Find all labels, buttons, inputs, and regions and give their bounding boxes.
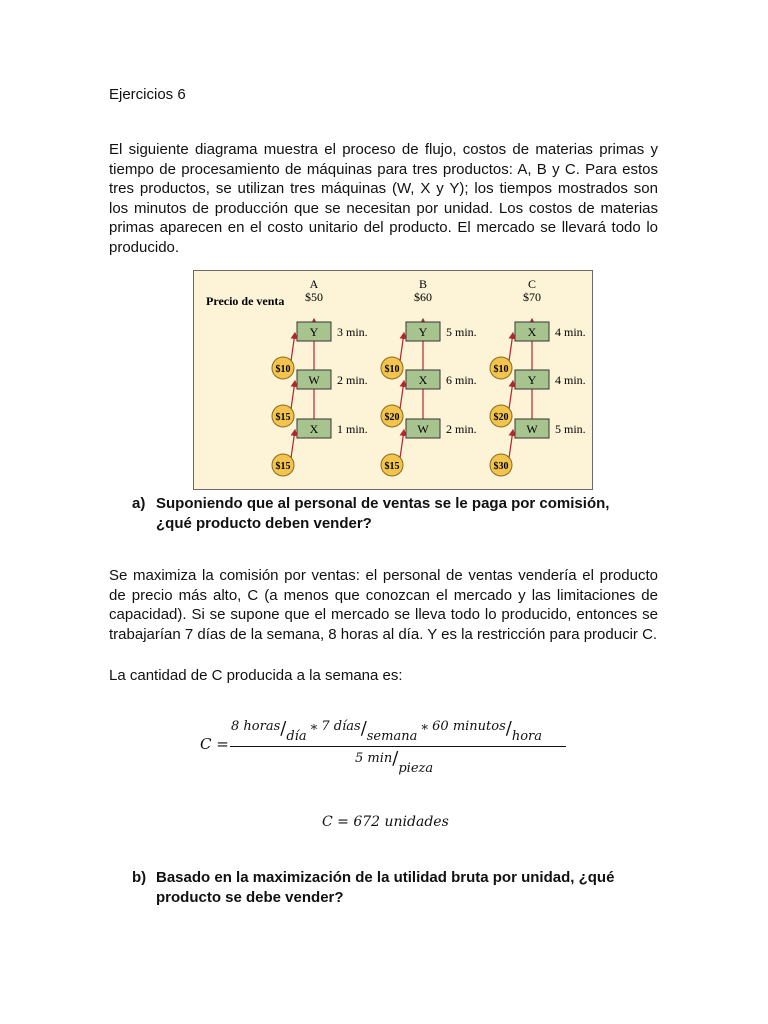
question-a <box>132 494 642 533</box>
raw-material-cost: $20 <box>493 412 509 423</box>
machine-label: Y <box>418 325 428 339</box>
product-price: $70 <box>523 290 541 304</box>
price-label: Precio de venta <box>206 294 285 308</box>
cost-arrow <box>291 381 295 409</box>
formula-result: C = 672 unidades <box>322 814 449 830</box>
machine-time: 5 min. <box>446 325 477 339</box>
machine-label: W <box>308 373 320 387</box>
formula-times-2: * <box>421 723 428 738</box>
raw-material-cost: $10 <box>275 364 291 375</box>
formula-times-1: * <box>310 723 318 738</box>
product-name: C <box>527 277 537 291</box>
document-title: Ejercicios 6 <box>109 86 186 103</box>
process-flow-svg <box>194 271 594 491</box>
question-b <box>132 868 642 907</box>
formula-lhs: C = <box>200 735 229 753</box>
formula-u2: días <box>333 719 361 734</box>
machine-time: 5 min. <box>555 422 586 436</box>
question-b-label: b) <box>132 869 147 886</box>
formula-n3: 60 <box>432 719 449 734</box>
product-name: B <box>418 277 428 291</box>
raw-material-cost: $30 <box>493 461 509 472</box>
machine-time: 1 min. <box>337 422 368 436</box>
question-b-text: Basado en la maximización de la utilidad bruta por unidad, ¿qué producto se debe vender? <box>156 869 615 906</box>
formula-u1: horas <box>243 719 281 734</box>
machine-time: 2 min. <box>337 373 368 387</box>
process-flow-diagram <box>193 270 593 490</box>
cost-arrow <box>400 381 404 409</box>
formula-dn: 5 <box>355 751 364 766</box>
machine-label: Y <box>309 325 319 339</box>
raw-material-cost: $15 <box>384 461 400 472</box>
formula-n2: 7 <box>321 719 330 734</box>
machine-time: 4 min. <box>555 325 586 339</box>
machine-label: X <box>527 325 537 339</box>
weekly-quantity-formula <box>200 718 580 778</box>
product-price: $60 <box>414 290 432 304</box>
raw-material-cost: $20 <box>384 412 400 423</box>
intro-paragraph: El siguiente diagrama muestra el proceso de flujo, costos de materias primas y tiempo de procesamiento de máquinas para tres productos: A, B y C. Para estos tres productos, se utilizan tres máquinas (W, X y Y); los tiempos mostrados son los minutos de producción que se necesitan por unidad. Los costos de materias primas aparecen en el costo unitario del producto. El mercado se llevará todo lo producido. <box>109 141 658 256</box>
formula-numerator: 8 horas/día * 7 días/semana * 60 minutos/hora <box>231 718 543 744</box>
formula-du1: min <box>367 751 393 766</box>
answer-a-paragraph: Se maximiza la comisión por ventas: el personal de ventas vendería el producto de precio más alto, C (a menos que conozcan el mercado y las limitaciones de capacidad). Si se supone que el mercado se lleva todo lo producido, entonces se trabajarían 7 días de la semana, 8 horas al día. Y es la restricción para producir C. <box>109 567 658 643</box>
cost-arrow <box>400 430 404 458</box>
formula-n1: 8 <box>231 719 240 734</box>
raw-material-cost: $15 <box>275 412 291 423</box>
product-price: $50 <box>305 290 323 304</box>
fraction-bar <box>230 746 566 747</box>
machine-time: 4 min. <box>555 373 586 387</box>
formula-d1: día <box>286 729 307 744</box>
raw-material-cost: $15 <box>275 461 291 472</box>
cost-arrow <box>400 333 404 361</box>
raw-material-cost: $10 <box>384 364 400 375</box>
question-a-label: a) <box>132 495 146 512</box>
machine-label: W <box>417 422 429 436</box>
product-name: A <box>309 277 319 291</box>
cost-arrow <box>509 381 513 409</box>
cost-arrow <box>509 430 513 458</box>
formula-d2: semana <box>366 729 418 744</box>
machine-time: 3 min. <box>337 325 368 339</box>
formula-d3: hora <box>511 729 543 744</box>
machine-label: X <box>309 422 319 436</box>
cost-arrow <box>509 333 513 361</box>
cost-arrow <box>291 430 295 458</box>
machine-time: 2 min. <box>446 422 477 436</box>
formula-u3: minutos <box>452 719 506 734</box>
quantity-text: La cantidad de C producida a la semana es: <box>109 667 403 684</box>
question-a-text: Suponiendo que al personal de ventas se le paga por comisión, ¿qué producto deben vender? <box>156 495 610 532</box>
machine-label: Y <box>527 373 537 387</box>
machine-time: 6 min. <box>446 373 477 387</box>
machine-label: X <box>418 373 428 387</box>
machine-label: W <box>526 422 538 436</box>
cost-arrow <box>291 333 295 361</box>
formula-denominator: 5 min/pieza <box>355 748 434 776</box>
raw-material-cost: $10 <box>493 364 509 375</box>
formula-du2: pieza <box>398 761 434 776</box>
